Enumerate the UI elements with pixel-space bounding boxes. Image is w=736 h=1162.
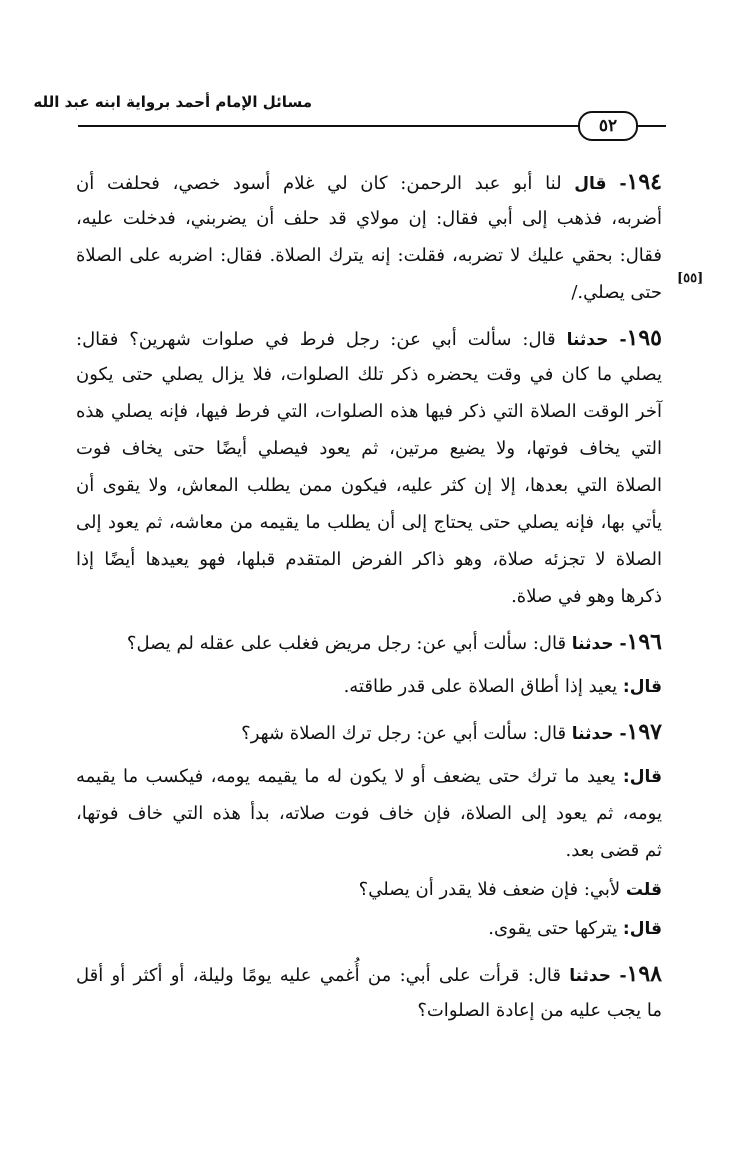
issue-number: ١٩٥ <box>626 325 662 351</box>
issue-number: ١٩٤ <box>626 169 662 195</box>
text-line <box>76 798 662 830</box>
line-text: يأتي بها، فإنه يصلي حتى يحتاج إلى أن يطلب ما يقيمه من معاشه، ثم يعود إلى <box>76 512 663 533</box>
line-text: يعيد ما ترك حتى يضعف أو لا يكون له ما يقيمه يومه، فيكسب ما يقيمه <box>76 766 623 787</box>
lead-word: قال: <box>622 919 662 939</box>
page-number: ٥٢ <box>578 111 638 141</box>
text-line <box>511 581 662 613</box>
lead-word: - قال <box>574 174 627 194</box>
line-text: قال: سألت أبي عن: رجل فرط في صلوات شهرين؟ فقال: <box>76 329 567 350</box>
lead-word: - حدثنا <box>571 634 627 654</box>
issue-number: ١٩٦ <box>626 629 662 655</box>
line-text: ذكرها وهو في صلاة. <box>511 586 662 607</box>
text-line <box>76 359 662 391</box>
line-text: يصلي ما كان في وقت يحضره ذكر تلك الصلوات، فلا يزال يصلي حتى يكون <box>76 364 662 385</box>
text-line <box>76 958 662 990</box>
text-line <box>76 166 662 198</box>
line-text: لأبي: فإن ضعف فلا يقدر أن يصلي؟ <box>358 879 626 900</box>
text-line <box>76 470 662 502</box>
running-title: مسائل الإمام أحمد برواية ابنه عبد الله <box>33 93 312 111</box>
text-line <box>76 396 662 428</box>
line-text: الصلاة لا تجزئه صلاة، وهو ذاكر الفرض المتقدم قبلها، فهو يعيدها أيضًا إذا <box>76 549 662 570</box>
line-text: فقال: بحقي عليك لا تضربه، فقلت: إنه يترك الصلاة. فقال: اضربه على الصلاة <box>76 245 662 266</box>
text-line <box>76 507 662 539</box>
lead-word: قال: <box>622 677 662 697</box>
text-line <box>359 874 662 906</box>
line-text: الصلاة التي بعدها، إلا إن كثر عليه، فيكون ممن يطلب المعاش، ولا يقوى أن <box>76 475 662 496</box>
lead-word: قلت <box>625 880 662 900</box>
text-line <box>571 277 662 309</box>
line-text: أضربه، فذهب إلى أبي فقال: إن مولاي قد حلف أن يضربني، فدخلت عليه، <box>76 208 662 229</box>
issue-number: ١٩٧ <box>626 719 662 745</box>
issue-number: ١٩٨ <box>626 961 662 987</box>
line-text: ما يجب عليه من إعادة الصلوات؟ <box>417 1000 662 1021</box>
text-line <box>76 203 662 235</box>
lead-word: - حدثنا <box>566 330 627 350</box>
line-text: آخر الوقت الصلاة التي ذكر فيها هذه الصلوات، التي فرط فيها، فإنه يصلي هذه <box>76 401 662 422</box>
text-line <box>76 761 662 793</box>
text-line <box>241 716 662 748</box>
line-text: التي يخاف فوتها، ولا يضيع مرتين، ثم يعود فيصلي أيضًا حتى يخاف فوت <box>76 438 662 459</box>
text-line <box>344 671 662 703</box>
margin-reference: [٥٥] <box>677 271 704 286</box>
lead-word: - حدثنا <box>569 966 627 986</box>
line-text: قال: قرأت على أبي: من أُغمي عليه يومًا وليلة، أو أكثر أو أقل <box>76 965 570 986</box>
line-text: يتركها حتى يقوى. <box>488 918 623 939</box>
text-line <box>76 433 662 465</box>
text-line <box>488 913 662 945</box>
line-text: لنا أبو عبد الرحمن: كان لي غلام أسود خصي، فحلفت أن <box>76 173 575 194</box>
line-text: حتى يصلي./ <box>571 282 662 303</box>
line-text: قال: سألت أبي عن: رجل مريض فغلب على عقله لم يصل؟ <box>126 633 572 654</box>
text-line <box>76 322 662 354</box>
text-line <box>565 835 662 867</box>
line-text: قال: سألت أبي عن: رجل ترك الصلاة شهر؟ <box>241 723 572 744</box>
text-line <box>76 240 662 272</box>
lead-word: قال: <box>622 767 662 787</box>
line-text: يومه، ثم يعود إلى الصلاة، فإن خاف فوت صلاته، بدأ هذه التي خاف فوتها، <box>76 803 662 824</box>
text-line <box>127 626 662 658</box>
line-text: يعيد إذا أطاق الصلاة على قدر طاقته. <box>343 676 623 697</box>
text-line <box>417 995 662 1027</box>
lead-word: - حدثنا <box>571 724 627 744</box>
text-line <box>76 544 662 576</box>
line-text: ثم قضى بعد. <box>565 840 662 861</box>
